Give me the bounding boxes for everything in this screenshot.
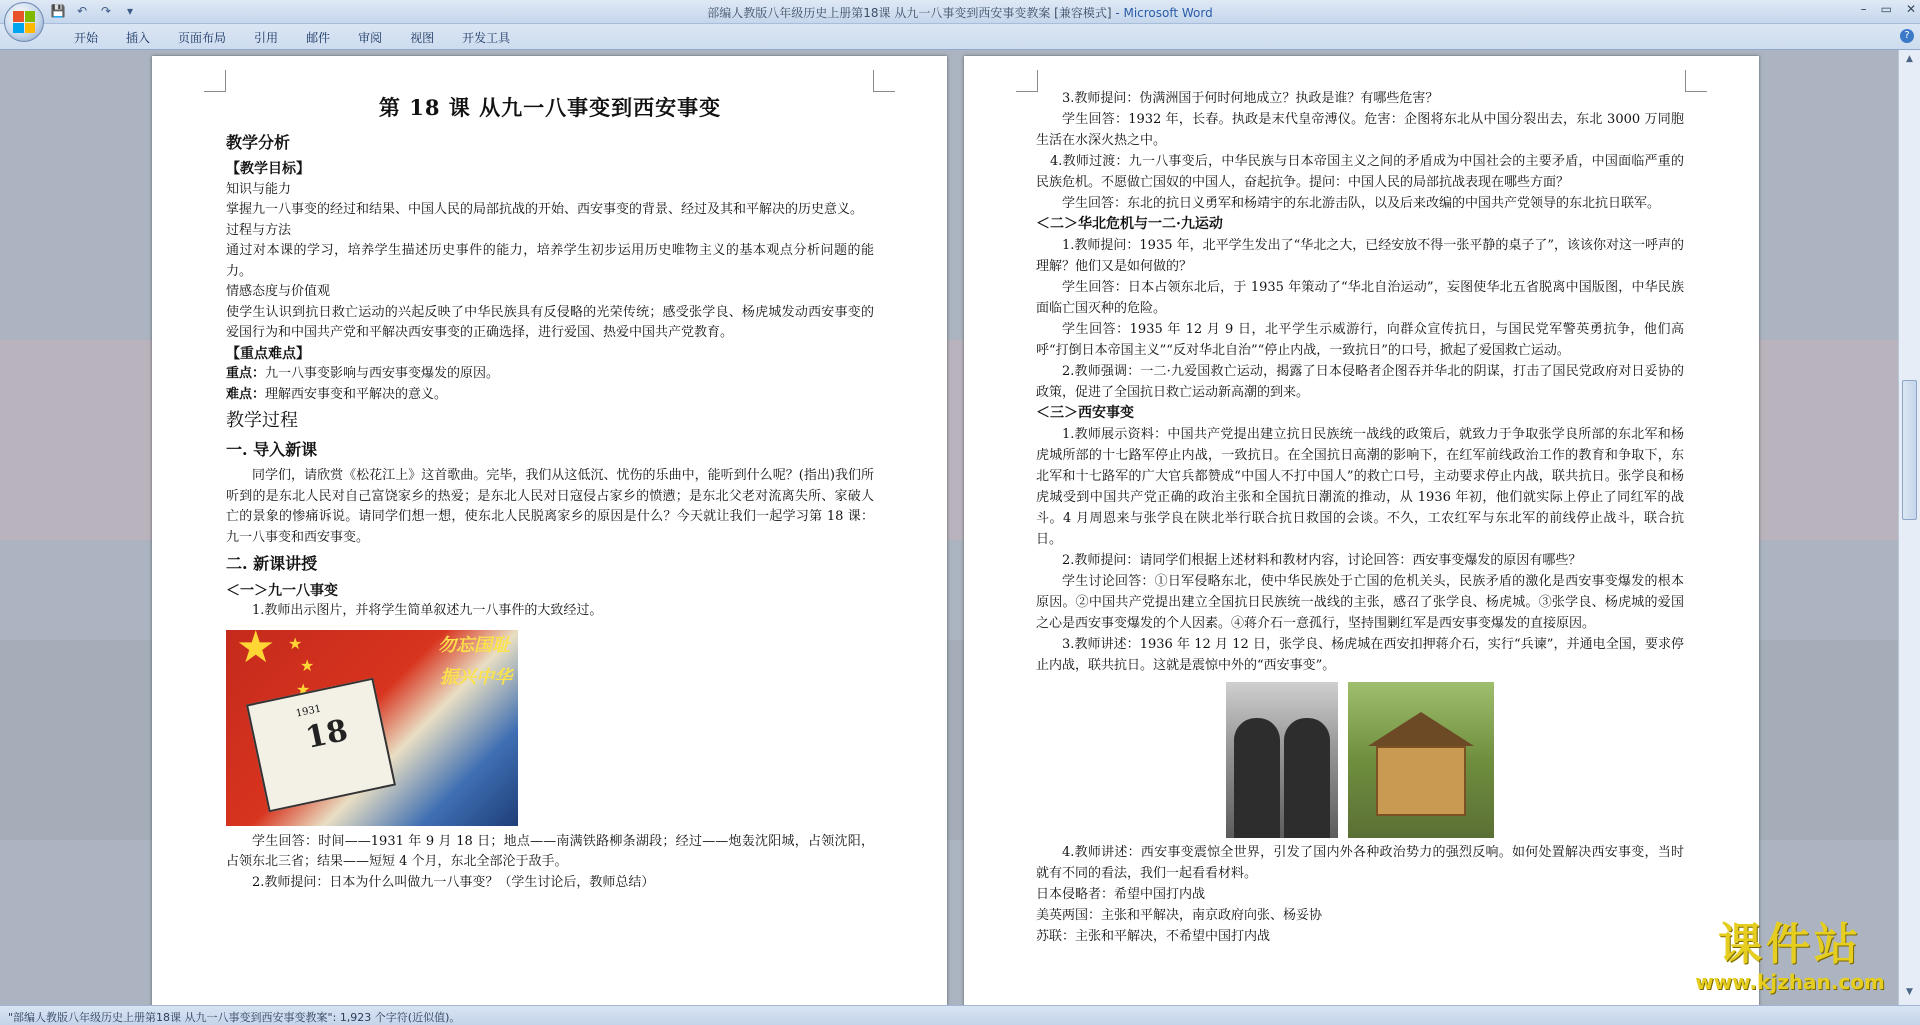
heading-intro: 一. 导入新课 [226, 439, 318, 459]
page-2[interactable] [964, 56, 1759, 1005]
window-title [0, 4, 1920, 21]
minimize-icon[interactable]: – [1860, 2, 1867, 16]
heading-analysis: 教学分析 [226, 132, 291, 152]
teacher-narration-11: 4.教师讲述：西安事变震惊全世界，引发了国内外各种政治势力的强烈反响。如何处置解决西安事变，当时就有不同的看法，我们一起看看材料。 [1036, 845, 1684, 881]
scroll-up-icon[interactable]: ▲ [1906, 54, 1913, 64]
document-title: 部编人教版八年级历史上册第18课 从九一八事变到西安事变教案 [兼容模式] [707, 6, 1112, 20]
answer-9: 学生讨论回答：①日军侵略东北，使中华民族处于亡国的危机关头，民族矛盾的激化是西安事变爆发的根本原因。②中国共产党提出建立全国抗日民族统一战线的主张，感召了张学良、杨虎城。③张学良、杨虎城的爱国之心是西安事变爆发的个人因素。④蒋介石一意孤行，坚持围剿红军是西安事变爆发的直接原因。 [1036, 574, 1684, 631]
undo-icon[interactable]: ↶ [76, 4, 88, 18]
material-text: 1.教师展示资料：中国共产党提出建立抗日民族统一战线的政策后，就致力于争取张学良所部的东北军和杨虎城所部的十七路军停止内战，一致抗日。在全国抗日高潮的影响下，在红军前线政治工作的教育和争取下，东北军和十七路军的广大官兵都赞成“中国人不打中国人”的救亡口号，主动要求停止内战，联共抗日。张学良和杨虎城受到中国共产党正确的政治主张和全国抗日潮流的推动，从 1936 年初，他们就实际上停止了同红军的战斗。4 月周恩来与张学良在陕北举行联合抗日救国的会谈。不久，工农红军与东北军的前线停止战斗，联合抗日。 [1036, 427, 1684, 547]
page-2-content [1036, 88, 1684, 947]
section-1-text: 1.教师出示图片，并将学生简单叙述九一八事件的大致经过。 [252, 603, 603, 618]
intro-text: 同学们，请欣赏《松花江上》这首歌曲。完毕，我们从这低沉、忧伤的乐曲中，能听到什么呢？(指出)我们所听到的是东北人民对自己富饶家乡的热爱；是东北人民对日寇侵占家乡的愤懑；是东北父老对流离失所、家破人亡的景象的惨痛诉说。请同学们想一想，使东北人民脱离家乡的原因是什么？今天就让我们一起学习第 18 课：九一八事变和西安事变。 [226, 468, 874, 545]
tab-developer[interactable]: 开发工具 [462, 31, 511, 45]
status-text: "部编人教版八年级历史上册第18课 从九一八事变到西安事变教案": 1,923 个字符(近似值)。 [8, 1011, 461, 1024]
answer-4: 学生回答：东北的抗日义勇军和杨靖宇的东北游击队，以及后来改编的中国共产党领导的东北抗日联军。 [1062, 196, 1661, 211]
title-bar [0, 0, 1920, 24]
goal-knowledge-text: 掌握九一八事变的经过和结果、中国人民的局部抗战的开始、西安事变的背景、经过及其和平解决的历史意义。 [226, 202, 864, 217]
stance-ussr: 苏联：主张和平解决，不希望中国打内战 [1036, 929, 1271, 944]
goal-process-label: 过程与方法 [226, 222, 292, 238]
answer-6: 学生回答：1935 年 12 月 9 日，北平学生示威游行，向群众宣传抗日，与国民党军警英勇抗争，他们高呼“打倒日本帝国主义”“反对华北自治”“停止内战，一致抗日”的口号，掀起了爱国救亡运动。 [1036, 322, 1684, 358]
teacher-emphasis: 2.教师强调：一二·九爱国救亡运动，揭露了日本侵略者企图吞并华北的阴谋，打击了国民党政府对日妥协的政策，促进了全国抗日救亡运动新高潮的到来。 [1036, 364, 1684, 400]
figure-right [1284, 718, 1330, 838]
document-area[interactable] [0, 50, 1898, 1005]
window-controls [1861, 2, 1916, 16]
poster-slogan: 振兴中华 [440, 666, 512, 688]
photo-row [1036, 682, 1684, 838]
save-icon[interactable]: 💾 [50, 4, 66, 18]
goal-knowledge-label: 知识与能力 [226, 181, 292, 197]
vertical-scrollbar[interactable] [1898, 50, 1920, 1005]
stance-japan: 日本侵略者：希望中国打内战 [1036, 887, 1206, 902]
pavilion-body [1376, 746, 1466, 816]
answer-3: 学生回答：1932 年，长春。执政是末代皇帝溥仪。危害：企图将东北从中国分裂出去，东北 3000 万同胞生活在水深火热之中。 [1036, 112, 1684, 148]
tab-references[interactable]: 引用 [254, 31, 279, 45]
customize-qat-icon[interactable]: ▾ [126, 4, 134, 18]
flag-star-icon: ★ [236, 629, 276, 673]
poster-image [226, 630, 518, 826]
generals-photo [1226, 682, 1338, 838]
watermark-logo [1670, 920, 1910, 994]
teacher-narration-10: 3.教师讲述：1936 年 12 月 12 日，张学良、杨虎城在西安扣押蒋介石，实行“兵谏”，并通电全国，要求停止内战，联共抗日。这就是震惊中外的“西安事变”。 [1036, 637, 1684, 673]
tab-review[interactable]: 审阅 [358, 31, 383, 45]
margin-mark [1016, 70, 1038, 92]
calendar-date: 18 [302, 712, 351, 756]
office-logo-icon [13, 11, 35, 33]
tab-page-layout[interactable]: 页面布局 [178, 31, 227, 45]
goal-emotion-label: 情感态度与价值观 [226, 284, 331, 299]
scroll-thumb[interactable] [1902, 380, 1917, 520]
watermark-title: 课件站 [1718, 919, 1862, 970]
tab-insert[interactable]: 插入 [126, 31, 151, 45]
redo-icon[interactable]: ↷ [100, 4, 112, 18]
ribbon-tabs [60, 29, 524, 46]
page-1[interactable] [152, 56, 947, 1005]
question-2: 2.教师提问：日本为什么叫做九一八事变？（学生讨论后，教师总结） [252, 874, 655, 890]
pavilion-roof [1368, 712, 1474, 746]
difficulty-text: 理解西安事变和平解决的意义。 [265, 386, 448, 402]
question-3: 3.教师提问：伪满洲国于何时何地成立？执政是谁？有哪些危害？ [1062, 91, 1439, 106]
pavilion-photo [1348, 682, 1494, 838]
lesson-title: 第 18 课 从九一八事变到西安事变 [378, 95, 722, 120]
question-5: 1.教师提问：1935 年，北平学生发出了“华北之大，已经安放不得一张平静的桌子了”，该该你对这一呼声的理解？他们又是如何做的？ [1036, 238, 1684, 274]
calendar-year: 1931 [294, 702, 323, 720]
key-point [226, 364, 874, 385]
ribbon [0, 24, 1920, 50]
margin-mark [204, 70, 226, 92]
poster-slogan: 勿忘国耻 [438, 634, 510, 656]
key-point-label: 重点： [226, 366, 266, 381]
page-1-content [226, 92, 874, 893]
restore-icon[interactable]: ▭ [1880, 2, 1892, 16]
app-name: - Microsoft Word [1111, 6, 1213, 20]
answer-5: 学生回答：日本占领东北后，于 1935 年策动了“华北自治运动”，妄图使华北五省脱离中国版图，中华民族面临亡国灭种的危险。 [1036, 280, 1684, 316]
key-point-text: 九一八事变影响与西安事变爆发的原因。 [265, 366, 500, 381]
flag-star-icon: ★ [296, 679, 311, 699]
margin-mark [1685, 70, 1707, 92]
scroll-down-icon[interactable]: ▼ [1906, 987, 1913, 997]
close-icon[interactable]: ✕ [1905, 2, 1916, 16]
heading-process: 教学过程 [226, 410, 298, 431]
office-button[interactable] [4, 2, 44, 42]
help-icon[interactable]: ? [1900, 29, 1914, 43]
tab-home[interactable]: 开始 [74, 31, 99, 45]
question-9: 2.教师提问：请同学们根据上述材料和教材内容，讨论回答：西安事变爆发的原因有哪些？ [1062, 553, 1582, 568]
transition-4: 4.教师过渡：九一八事变后，中华民族与日本帝国主义之间的矛盾成为中国社会的主要矛盾，中国面临严重的民族危机。不愿做亡国奴的中国人，奋起抗争。提问：中国人民的局部抗战表现在哪些方面？ [1036, 154, 1684, 190]
margin-mark [873, 70, 895, 92]
tab-view[interactable]: 视图 [410, 31, 435, 45]
heading-key-points: 【重点难点】 [226, 345, 310, 362]
goal-process-text: 通过对本课的学习，培养学生描述历史事件的能力，培养学生初步运用历史唯物主义的基本观点分析问题的能力。 [226, 243, 874, 279]
figure-left [1234, 718, 1280, 838]
tab-mailings[interactable]: 邮件 [306, 31, 331, 45]
heading-section-2: ＜二＞华北危机与一二·九运动 [1036, 216, 1223, 232]
watermark-url: www.kjzhan.com [1695, 970, 1885, 994]
flag-star-icon: ★ [300, 655, 315, 675]
difficulty [226, 385, 874, 406]
stance-us-uk: 美英两国：主张和平解决，南京政府向张、杨妥协 [1036, 908, 1323, 923]
heading-new-lesson: 二. 新课讲授 [226, 554, 318, 573]
heading-section-3: ＜三＞西安事变 [1036, 405, 1134, 421]
difficulty-label: 难点： [226, 386, 266, 402]
heading-goal: 【教学目标】 [226, 161, 310, 177]
answer-1: 学生回答：时间——1931 年 9 月 18 日；地点——南满铁路柳条湖段；经过——炮轰沈阳城，占领沈阳，占领东北三省；结果——短短 4 个月，东北全部沦于敌手。 [226, 833, 874, 869]
status-bar [0, 1005, 1920, 1025]
flag-star-icon: ★ [288, 633, 303, 653]
heading-section-1: ＜一＞九一八事变 [226, 582, 338, 599]
goal-emotion-text: 使学生认识到抗日救亡运动的兴起反映了中华民族具有反侵略的光荣传统；感受张学良、杨虎城发动西安事变的爱国行为和中国共产党和平解决西安事变的正确选择，进行爱国、热爱中国共产党教育。 [226, 304, 874, 340]
